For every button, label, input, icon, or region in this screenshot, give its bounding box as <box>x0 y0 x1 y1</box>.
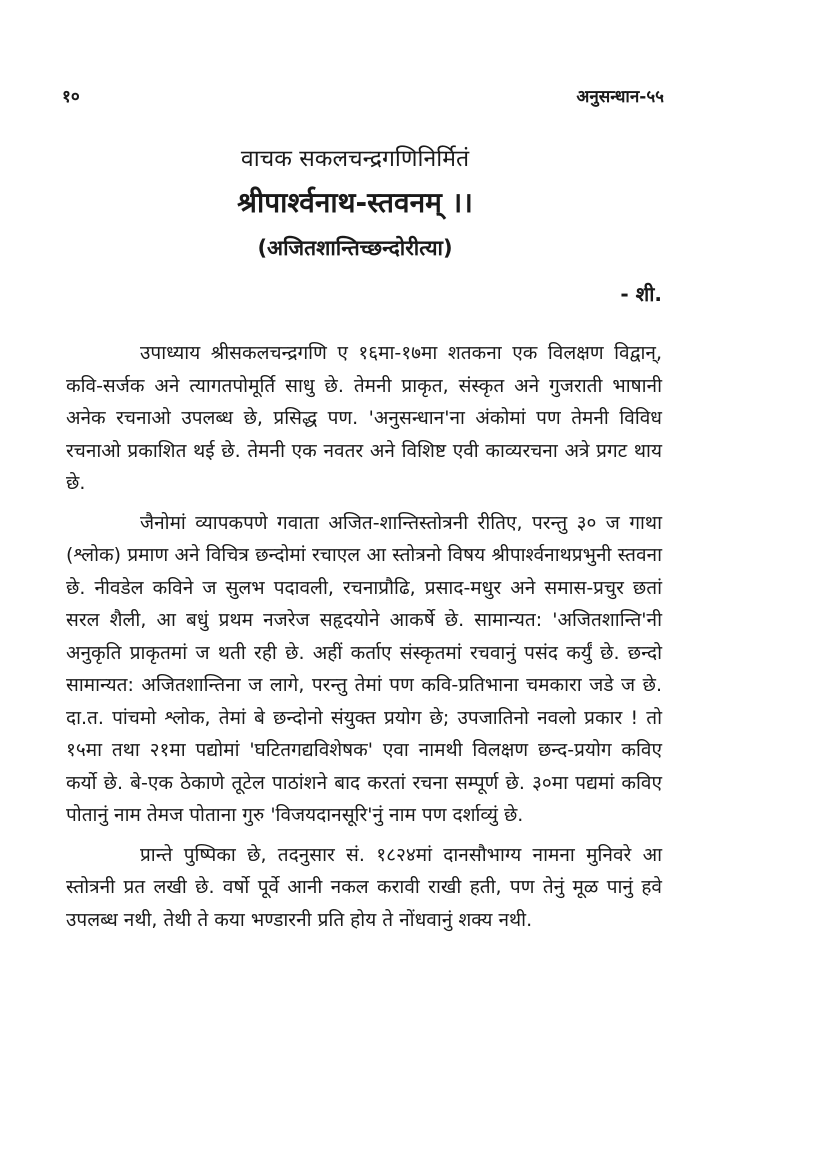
journal-title: अनुसन्धान-५५ <box>576 87 664 107</box>
author-line: वाचक सकलचन्द्रगणिनिर्मितं <box>240 146 470 172</box>
body-text <box>66 337 662 943</box>
main-title: श्रीपार्श्वनाथ-स्तवनम् ।। <box>237 186 473 219</box>
editor-byline: - शी. <box>620 282 662 306</box>
subtitle: (अजितशान्तिच्छन्दोरीत्या) <box>257 236 453 260</box>
paragraph-description: जैनोमां व्यापकपणे गवाता अजित-शान्तिस्तोत्रनी रीतिए, परन्तु ३० ज गाथा (श्लोक) प्रमाण अने विचित्र छन्दोमां रचाएल आ स्तोत्रनो विषय श्रीपार्श्वनाथप्रभुनी स्तवना छे. नीवडेल कविने ज सुलभ पदावली, रचनाप्रौढि, प्रसाद-मधुर अने समास-प्रचुर छतां सरल शैली, आ बधुं प्रथम नजरेज सहृदयोने आकर्षे छे. सामान्यत: 'अजितशान्ति'नी अनुकृति प्राकृतमां ज थती रही छे. अहीं कर्ताए संस्कृतमां रचवानुं पसंद कर्युं छे. छन्दो सामान्यत: अजितशान्तिना ज लागे, परन्तु तेमां पण कवि-प्रतिभाना चमकारा जडे ज छे. दा.त. पांचमो श्लोक, तेमां बे छन्दोनो संयुक्त प्रयोग छे; उपजातिनो नवलो प्रकार ! तो १५मा तथा २१मा पद्योमां 'घटितगद्यविशेषक' एवा नामथी विलक्षण छन्द-प्रयोग कविए कर्यो छे. बे-एक ठेकाणे तूटेल पाठांशने बाद करतां रचना सम्पूर्ण छे. ३०मा पद्यमां कविए पोतानुं नाम तेमज पोताना गुरु 'विजयदानसूरि'नुं नाम पण दर्शाव्युं छे. <box>66 511 662 826</box>
paragraph-colophon: प्रान्ते पुष्पिका छे, तदनुसार सं. १८२४मां दानसौभाग्य नामना मुनिवरे आ स्तोत्रनी प्रत लखी छे. वर्षो पूर्वे आनी नकल करावी राखी हती, पण तेनुं मूळ पानुं हवे उपलब्ध नथी, तेथी ते कया भण्डारनी प्रति होय ते नोंधवानुं शक्य नथी. <box>66 843 662 931</box>
running-header <box>62 84 664 108</box>
page-number: १० <box>62 87 80 107</box>
paragraph-intro: उपाध्याय श्रीसकलचन्द्रगणि ए १६मा-१७मा शतकना एक विलक्षण विद्वान्, कवि-सर्जक अने त्यागतपोमूर्ति साधु छे. तेमनी प्राकृत, संस्कृत अने गुजराती भाषानी अनेक रचनाओ उपलब्ध छे, प्रसिद्ध पण. 'अनुसन्धान'ना अंकोमां पण तेमनी विविध रचनाओ प्रकाशित थई छे. तेमनी एक नवतर अने विशिष्ट एवी काव्यरचना अत्रे प्रगट थाय छे. <box>66 342 662 494</box>
title-block <box>150 140 560 266</box>
